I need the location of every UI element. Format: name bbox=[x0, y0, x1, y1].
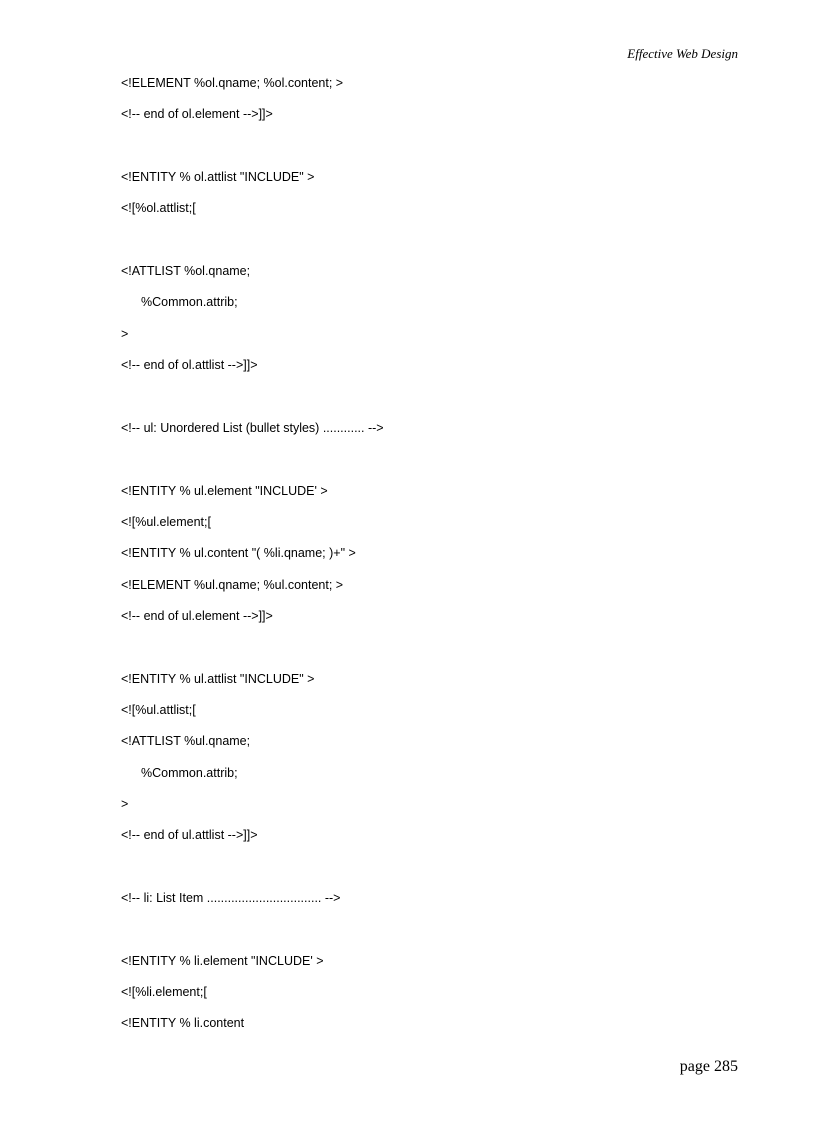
code-line: > bbox=[121, 327, 129, 341]
code-line: %Common.attrib; bbox=[141, 295, 238, 309]
running-header: Effective Web Design bbox=[627, 46, 738, 61]
code-line: <!-- end of ol.attlist -->]]> bbox=[121, 358, 258, 372]
code-line: <!ATTLIST %ul.qname; bbox=[121, 734, 251, 748]
code-line: <![%ul.attlist;[ bbox=[121, 703, 196, 717]
code-line: <!ENTITY % ol.attlist "INCLUDE" > bbox=[121, 170, 315, 184]
code-line: %Common.attrib; bbox=[141, 766, 238, 780]
code-line: <!ELEMENT %ol.qname; %ol.content; > bbox=[121, 76, 344, 90]
code-line: <!-- li: List Item ................................. --> bbox=[121, 891, 341, 905]
code-line: <![%ul.element;[ bbox=[121, 515, 211, 529]
code-line: <!-- ul: Unordered List (bullet styles) ............ --> bbox=[121, 421, 384, 435]
code-line: <!-- end of ol.element -->]]> bbox=[121, 107, 273, 121]
page-number: page 285 bbox=[679, 1058, 738, 1075]
code-line: <!-- end of ul.attlist -->]]> bbox=[121, 828, 258, 842]
code-line: <!-- end of ul.element -->]]> bbox=[121, 609, 273, 623]
code-line: <![%li.element;[ bbox=[121, 985, 207, 999]
code-line: <!ENTITY % li.element "INCLUDE' > bbox=[121, 954, 324, 968]
code-line: <![%ol.attlist;[ bbox=[121, 201, 196, 215]
code-line: <!ENTITY % ul.element "INCLUDE' > bbox=[121, 484, 328, 498]
code-line: <!ENTITY % ul.content "( %li.qname; )+" > bbox=[121, 546, 356, 560]
code-line: <!ATTLIST %ol.qname; bbox=[121, 264, 251, 278]
code-line: > bbox=[121, 797, 129, 811]
code-line: <!ENTITY % ul.attlist "INCLUDE" > bbox=[121, 672, 315, 686]
code-line: <!ENTITY % li.content bbox=[121, 1016, 245, 1030]
code-line: <!ELEMENT %ul.qname; %ul.content; > bbox=[121, 578, 344, 592]
